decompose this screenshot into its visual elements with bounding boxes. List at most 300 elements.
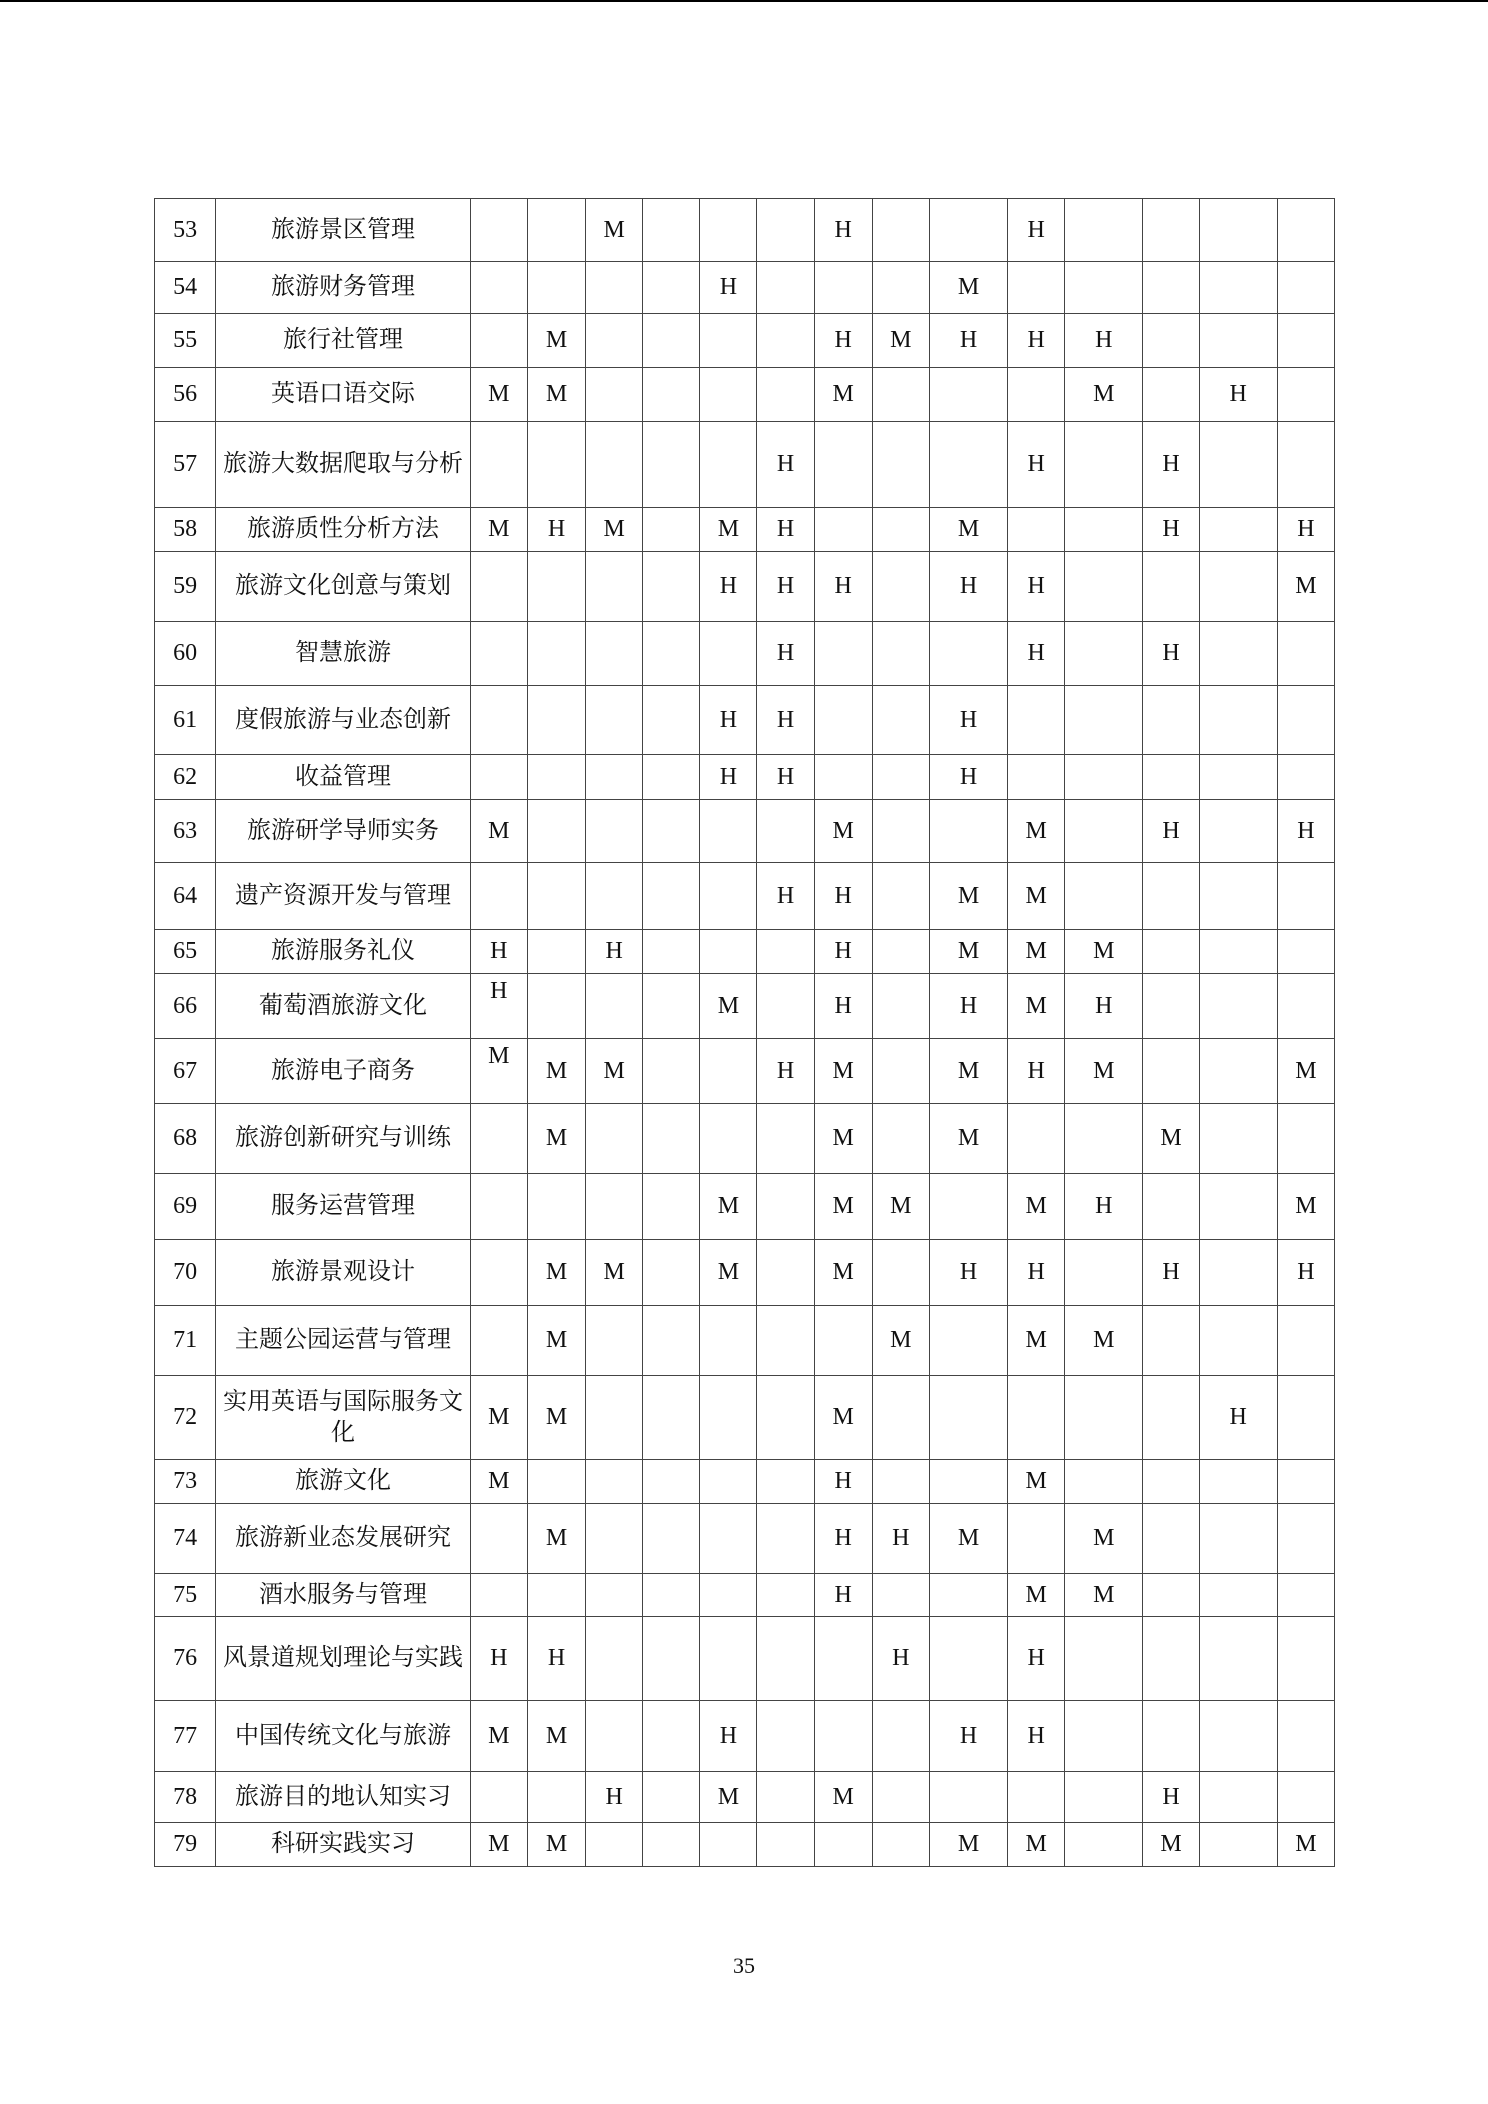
matrix-cell xyxy=(643,686,700,755)
matrix-cell xyxy=(872,800,929,863)
matrix-cell xyxy=(700,1460,757,1504)
matrix-cell xyxy=(643,199,700,262)
matrix-cell: M xyxy=(1008,863,1065,930)
matrix-cell: H xyxy=(1065,1174,1143,1240)
matrix-cell: H xyxy=(929,314,1007,368)
matrix-cell: M xyxy=(527,1376,585,1460)
table-row xyxy=(155,974,1335,1039)
matrix-cell xyxy=(757,1504,814,1574)
matrix-cell xyxy=(1008,755,1065,800)
matrix-cell xyxy=(929,1376,1007,1460)
course-name: 度假旅游与业态创新 xyxy=(216,686,471,755)
matrix-cell xyxy=(872,552,929,622)
course-name: 旅游文化创意与策划 xyxy=(216,552,471,622)
matrix-cell xyxy=(1065,1460,1143,1504)
matrix-cell xyxy=(1065,686,1143,755)
matrix-cell: H xyxy=(929,686,1007,755)
matrix-cell xyxy=(1277,622,1334,686)
matrix-cell xyxy=(1199,1460,1277,1504)
matrix-cell xyxy=(1065,755,1143,800)
matrix-cell xyxy=(1277,314,1334,368)
matrix-cell xyxy=(470,1574,527,1617)
matrix-cell xyxy=(872,1772,929,1823)
matrix-cell xyxy=(814,686,872,755)
matrix-cell xyxy=(757,1823,814,1867)
matrix-cell: M xyxy=(872,1306,929,1376)
matrix-cell xyxy=(1277,1617,1334,1701)
row-number: 64 xyxy=(155,863,216,930)
matrix-cell: M xyxy=(1008,974,1065,1039)
matrix-cell xyxy=(1199,1174,1277,1240)
matrix-cell: M xyxy=(1008,800,1065,863)
matrix-cell xyxy=(586,974,643,1039)
matrix-cell xyxy=(1143,1504,1199,1574)
matrix-cell xyxy=(643,1240,700,1306)
matrix-cell: M xyxy=(1008,1823,1065,1867)
matrix-cell xyxy=(929,422,1007,508)
row-number: 78 xyxy=(155,1772,216,1823)
matrix-cell xyxy=(757,199,814,262)
matrix-cell xyxy=(872,368,929,422)
matrix-cell xyxy=(470,314,527,368)
matrix-cell xyxy=(1199,863,1277,930)
table-row xyxy=(155,686,1335,755)
matrix-cell xyxy=(814,262,872,314)
matrix-cell xyxy=(643,508,700,552)
matrix-cell xyxy=(527,262,585,314)
table-row xyxy=(155,1240,1335,1306)
matrix-cell xyxy=(929,368,1007,422)
matrix-cell xyxy=(470,422,527,508)
matrix-cell xyxy=(1065,622,1143,686)
matrix-cell: H xyxy=(700,262,757,314)
matrix-cell: M xyxy=(929,508,1007,552)
matrix-cell xyxy=(700,622,757,686)
matrix-cell xyxy=(1143,686,1199,755)
matrix-cell: H xyxy=(929,1701,1007,1772)
matrix-cell xyxy=(929,622,1007,686)
matrix-cell xyxy=(1065,1823,1143,1867)
page-top-border xyxy=(0,0,1488,2)
matrix-cell: M xyxy=(814,368,872,422)
matrix-cell xyxy=(643,1460,700,1504)
matrix-cell xyxy=(1065,262,1143,314)
matrix-cell: M xyxy=(814,1174,872,1240)
matrix-cell: H xyxy=(1008,199,1065,262)
matrix-cell xyxy=(700,368,757,422)
matrix-cell xyxy=(1199,422,1277,508)
matrix-cell: M xyxy=(1065,1039,1143,1104)
matrix-cell xyxy=(757,974,814,1039)
matrix-cell xyxy=(1199,1823,1277,1867)
course-name: 英语口语交际 xyxy=(216,368,471,422)
matrix-cell: M xyxy=(872,314,929,368)
matrix-cell: H xyxy=(929,1240,1007,1306)
matrix-cell xyxy=(1199,1104,1277,1174)
table-row xyxy=(155,422,1335,508)
row-number: 71 xyxy=(155,1306,216,1376)
matrix-cell: M xyxy=(527,1823,585,1867)
table-row xyxy=(155,1701,1335,1772)
matrix-cell xyxy=(527,1460,585,1504)
matrix-cell xyxy=(643,1376,700,1460)
matrix-cell: H xyxy=(470,1617,527,1701)
matrix-cell xyxy=(586,863,643,930)
matrix-cell: H xyxy=(527,1617,585,1701)
matrix-cell: H xyxy=(527,508,585,552)
matrix-cell xyxy=(1277,1772,1334,1823)
matrix-cell: M xyxy=(470,368,527,422)
matrix-cell xyxy=(872,1823,929,1867)
row-number: 75 xyxy=(155,1574,216,1617)
course-name: 遗产资源开发与管理 xyxy=(216,863,471,930)
table-row xyxy=(155,1306,1335,1376)
matrix-cell: H xyxy=(1008,552,1065,622)
matrix-cell: H xyxy=(757,508,814,552)
matrix-cell: H xyxy=(1143,1240,1199,1306)
matrix-cell xyxy=(929,1617,1007,1701)
matrix-cell xyxy=(929,800,1007,863)
matrix-cell xyxy=(1008,508,1065,552)
row-number: 77 xyxy=(155,1701,216,1772)
matrix-cell xyxy=(1143,1460,1199,1504)
table-row xyxy=(155,1574,1335,1617)
matrix-cell: M xyxy=(527,314,585,368)
matrix-cell: H xyxy=(700,686,757,755)
table-row xyxy=(155,262,1335,314)
matrix-cell: H xyxy=(757,422,814,508)
matrix-cell xyxy=(586,1701,643,1772)
row-number: 61 xyxy=(155,686,216,755)
course-name: 旅游财务管理 xyxy=(216,262,471,314)
matrix-cell xyxy=(586,262,643,314)
matrix-cell: M xyxy=(1008,1306,1065,1376)
matrix-cell xyxy=(1143,1574,1199,1617)
matrix-cell xyxy=(757,1174,814,1240)
matrix-cell: H xyxy=(1065,974,1143,1039)
matrix-cell: H xyxy=(700,755,757,800)
matrix-cell xyxy=(1065,1617,1143,1701)
course-name: 旅游服务礼仪 xyxy=(216,930,471,974)
matrix-cell: H xyxy=(814,552,872,622)
matrix-cell xyxy=(586,622,643,686)
matrix-cell xyxy=(814,1617,872,1701)
matrix-cell: M xyxy=(1065,1574,1143,1617)
matrix-cell xyxy=(1277,1701,1334,1772)
matrix-cell: H xyxy=(470,974,527,1039)
matrix-cell xyxy=(757,800,814,863)
matrix-cell: H xyxy=(1143,622,1199,686)
row-number: 76 xyxy=(155,1617,216,1701)
row-number: 67 xyxy=(155,1039,216,1104)
matrix-cell xyxy=(1199,1772,1277,1823)
matrix-cell xyxy=(586,1174,643,1240)
table-row xyxy=(155,622,1335,686)
table-row xyxy=(155,1772,1335,1823)
matrix-cell: H xyxy=(757,755,814,800)
matrix-cell xyxy=(872,974,929,1039)
matrix-cell xyxy=(1277,422,1334,508)
matrix-cell xyxy=(1143,368,1199,422)
matrix-cell xyxy=(470,686,527,755)
matrix-cell xyxy=(814,1823,872,1867)
matrix-cell xyxy=(814,422,872,508)
course-name: 服务运营管理 xyxy=(216,1174,471,1240)
matrix-cell: M xyxy=(814,1772,872,1823)
matrix-cell: H xyxy=(814,1504,872,1574)
matrix-cell: M xyxy=(527,1701,585,1772)
matrix-cell xyxy=(1199,686,1277,755)
matrix-cell xyxy=(586,1306,643,1376)
matrix-cell: H xyxy=(1199,368,1277,422)
matrix-cell xyxy=(586,1504,643,1574)
matrix-cell xyxy=(1199,1701,1277,1772)
matrix-cell xyxy=(527,755,585,800)
matrix-cell xyxy=(1277,930,1334,974)
matrix-cell xyxy=(470,1174,527,1240)
matrix-cell xyxy=(586,1574,643,1617)
matrix-cell xyxy=(700,800,757,863)
matrix-cell xyxy=(1065,199,1143,262)
matrix-cell: M xyxy=(1277,1823,1334,1867)
table-row xyxy=(155,314,1335,368)
matrix-cell xyxy=(1277,863,1334,930)
table-row xyxy=(155,1823,1335,1867)
matrix-cell xyxy=(929,1174,1007,1240)
row-number: 68 xyxy=(155,1104,216,1174)
matrix-cell xyxy=(470,199,527,262)
matrix-cell xyxy=(527,800,585,863)
table-row xyxy=(155,1617,1335,1701)
matrix-cell xyxy=(586,1376,643,1460)
row-number: 70 xyxy=(155,1240,216,1306)
matrix-cell xyxy=(1065,1104,1143,1174)
matrix-cell xyxy=(586,552,643,622)
matrix-cell: H xyxy=(1143,508,1199,552)
matrix-cell xyxy=(757,1617,814,1701)
matrix-cell: M xyxy=(527,1240,585,1306)
matrix-cell xyxy=(700,930,757,974)
matrix-cell xyxy=(470,552,527,622)
matrix-cell: H xyxy=(929,755,1007,800)
matrix-cell xyxy=(700,314,757,368)
matrix-cell xyxy=(1199,1039,1277,1104)
course-name: 风景道规划理论与实践 xyxy=(216,1617,471,1701)
matrix-cell xyxy=(929,1574,1007,1617)
matrix-cell xyxy=(700,1306,757,1376)
matrix-cell xyxy=(1008,262,1065,314)
matrix-cell: H xyxy=(814,1460,872,1504)
matrix-cell xyxy=(527,930,585,974)
matrix-cell: H xyxy=(1008,622,1065,686)
matrix-cell: M xyxy=(527,368,585,422)
matrix-cell xyxy=(1199,1504,1277,1574)
matrix-cell xyxy=(470,1504,527,1574)
table-row xyxy=(155,930,1335,974)
matrix-cell xyxy=(1277,199,1334,262)
matrix-cell xyxy=(527,1174,585,1240)
matrix-cell: M xyxy=(700,1240,757,1306)
table-row xyxy=(155,863,1335,930)
matrix-cell xyxy=(527,1772,585,1823)
matrix-cell: H xyxy=(1277,508,1334,552)
matrix-cell xyxy=(872,508,929,552)
matrix-cell: M xyxy=(527,1504,585,1574)
matrix-cell: H xyxy=(1008,1701,1065,1772)
matrix-cell xyxy=(814,508,872,552)
row-number: 54 xyxy=(155,262,216,314)
matrix-cell xyxy=(643,1306,700,1376)
matrix-cell xyxy=(757,1574,814,1617)
matrix-cell xyxy=(1065,1240,1143,1306)
matrix-cell xyxy=(757,1376,814,1460)
matrix-cell xyxy=(1008,1376,1065,1460)
course-name: 主题公园运营与管理 xyxy=(216,1306,471,1376)
matrix-cell: H xyxy=(1199,1376,1277,1460)
matrix-cell: H xyxy=(1277,800,1334,863)
table-row xyxy=(155,1460,1335,1504)
matrix-cell xyxy=(814,1306,872,1376)
row-number: 65 xyxy=(155,930,216,974)
matrix-cell xyxy=(1143,755,1199,800)
matrix-cell xyxy=(872,1039,929,1104)
row-number: 55 xyxy=(155,314,216,368)
matrix-cell xyxy=(1143,930,1199,974)
table-row xyxy=(155,1504,1335,1574)
matrix-cell xyxy=(1065,552,1143,622)
matrix-cell xyxy=(1277,686,1334,755)
row-number: 74 xyxy=(155,1504,216,1574)
matrix-cell: H xyxy=(814,314,872,368)
matrix-cell: H xyxy=(1008,1039,1065,1104)
matrix-cell xyxy=(1277,368,1334,422)
matrix-cell xyxy=(1065,800,1143,863)
matrix-cell: M xyxy=(1065,930,1143,974)
matrix-cell xyxy=(872,622,929,686)
course-name: 旅游景区管理 xyxy=(216,199,471,262)
matrix-cell xyxy=(527,199,585,262)
matrix-cell: H xyxy=(1008,314,1065,368)
matrix-cell xyxy=(470,262,527,314)
matrix-cell: M xyxy=(527,1306,585,1376)
matrix-cell xyxy=(1143,974,1199,1039)
matrix-cell: M xyxy=(1277,1174,1334,1240)
matrix-cell: M xyxy=(700,1174,757,1240)
course-name: 旅游景观设计 xyxy=(216,1240,471,1306)
matrix-cell xyxy=(1143,1306,1199,1376)
matrix-cell xyxy=(872,1701,929,1772)
matrix-cell: M xyxy=(470,1376,527,1460)
matrix-cell xyxy=(1143,552,1199,622)
matrix-cell xyxy=(470,755,527,800)
matrix-cell xyxy=(586,755,643,800)
matrix-cell: M xyxy=(527,1104,585,1174)
matrix-body xyxy=(155,199,1335,1867)
matrix-cell: H xyxy=(470,930,527,974)
matrix-cell xyxy=(929,1460,1007,1504)
matrix-cell xyxy=(586,1823,643,1867)
matrix-cell: H xyxy=(1143,1772,1199,1823)
matrix-cell xyxy=(1143,1376,1199,1460)
matrix-cell: M xyxy=(470,1701,527,1772)
matrix-cell xyxy=(586,1104,643,1174)
matrix-cell xyxy=(929,1772,1007,1823)
matrix-cell xyxy=(872,863,929,930)
matrix-cell xyxy=(872,755,929,800)
course-name: 实用英语与国际服务文化 xyxy=(216,1376,471,1460)
matrix-cell xyxy=(1277,1574,1334,1617)
row-number: 66 xyxy=(155,974,216,1039)
matrix-cell xyxy=(757,262,814,314)
matrix-cell: H xyxy=(1065,314,1143,368)
matrix-cell: H xyxy=(757,863,814,930)
matrix-cell: M xyxy=(1008,1574,1065,1617)
matrix-cell: H xyxy=(1143,422,1199,508)
matrix-cell xyxy=(527,422,585,508)
matrix-cell: H xyxy=(814,1574,872,1617)
course-name: 智慧旅游 xyxy=(216,622,471,686)
matrix-cell: H xyxy=(872,1617,929,1701)
matrix-cell: M xyxy=(1065,1306,1143,1376)
matrix-cell xyxy=(586,314,643,368)
matrix-cell xyxy=(700,1039,757,1104)
row-number: 72 xyxy=(155,1376,216,1460)
matrix-cell: H xyxy=(814,199,872,262)
matrix-cell xyxy=(643,863,700,930)
matrix-cell xyxy=(1277,1306,1334,1376)
matrix-cell xyxy=(757,930,814,974)
matrix-cell xyxy=(1199,314,1277,368)
row-number: 69 xyxy=(155,1174,216,1240)
course-name: 旅行社管理 xyxy=(216,314,471,368)
matrix-cell xyxy=(1277,1504,1334,1574)
matrix-cell xyxy=(643,262,700,314)
matrix-cell: M xyxy=(700,974,757,1039)
matrix-cell xyxy=(1143,1174,1199,1240)
matrix-cell xyxy=(1008,1104,1065,1174)
matrix-cell: H xyxy=(757,686,814,755)
matrix-cell xyxy=(586,422,643,508)
matrix-cell xyxy=(643,622,700,686)
matrix-cell xyxy=(1143,863,1199,930)
matrix-cell: H xyxy=(1143,800,1199,863)
matrix-cell xyxy=(1065,508,1143,552)
matrix-cell xyxy=(643,368,700,422)
matrix-cell xyxy=(1065,863,1143,930)
matrix-cell xyxy=(1277,755,1334,800)
matrix-cell xyxy=(1277,974,1334,1039)
matrix-cell xyxy=(586,686,643,755)
matrix-cell xyxy=(1199,1306,1277,1376)
matrix-cell xyxy=(1143,1617,1199,1701)
matrix-cell xyxy=(470,1772,527,1823)
matrix-cell xyxy=(757,1240,814,1306)
matrix-cell xyxy=(872,1460,929,1504)
matrix-cell xyxy=(872,686,929,755)
matrix-cell xyxy=(700,863,757,930)
matrix-cell xyxy=(757,1772,814,1823)
matrix-cell: H xyxy=(1008,422,1065,508)
row-number: 79 xyxy=(155,1823,216,1867)
row-number: 53 xyxy=(155,199,216,262)
matrix-cell xyxy=(527,974,585,1039)
table-row xyxy=(155,368,1335,422)
matrix-cell: M xyxy=(929,930,1007,974)
table-row xyxy=(155,508,1335,552)
row-number: 63 xyxy=(155,800,216,863)
matrix-cell xyxy=(1065,1701,1143,1772)
matrix-cell xyxy=(814,1701,872,1772)
